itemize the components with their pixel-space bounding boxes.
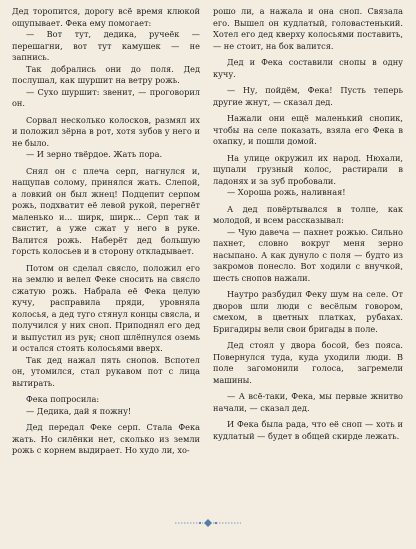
paragraph: На улице окружил их народ. Нюхали, щупали грузный колос, растирали в ладонях и за зуб пробовали. <box>213 152 403 186</box>
paragraph: Потом он сделал свясло, положил его на землю и велел Феке сносить на свясло сжатую рожь. Набрала её Фека целую кучу, расправила пряди, уровняла колосья, а дед туго стянул концы свясла, и получился у них сноп. Приподнял его дед и выпустил из рук; сноп шлёпнулся оземь и остался стоять колосьями вверх. <box>12 262 200 353</box>
ornament-divider <box>173 518 243 528</box>
right-column <box>213 6 403 442</box>
paragraph: — Ну, пойдём, Фека! Пусть теперь другие жнут, — сказал дед. <box>213 85 403 107</box>
paragraph: Дед передал Феке серп. Стала Фека жать. Но силёнки нет, сколько из земли рожь с корнем выдирает. Но худо ли, хо- <box>12 422 200 455</box>
paragraph: — Вот тут, дедика, ручеёк — перешагни, вот тут камушек — не запнись. <box>12 29 200 62</box>
paragraph: Наутро разбудил Феку шум на селе. От дворов шли люди с весёлым говором, смехом, в цветных платках, рубахах. Бригадиры вели свои бригады в поле. <box>213 289 403 334</box>
paragraph: А дед повёртывался в толпе, как молодой, и всем рассказывал: <box>213 203 403 225</box>
paragraph: Нажали они ещё маленький снопик, чтобы на селе показать, взяла его Фека в охапку, и пошли домой. <box>213 113 403 146</box>
paragraph: И Фека была рада, что её сноп — хоть и кудлатый — будет в общей скирде лежать. <box>213 419 403 441</box>
left-column <box>12 6 200 457</box>
paragraph: — Хороша рожь, наливная! <box>227 187 346 197</box>
paragraph: рошо ли, а нажала и она сноп. Связала его. Вышел он кудлатый, головастенький. Хотел его дед кверху колосьями поставить,— не стоит, на бок валится. <box>213 6 403 51</box>
paragraph: Дед торопится, дорогу всё время клюкой ощупывает. Фека ему помогает: <box>12 6 200 28</box>
paragraph: Фека попросила: <box>26 394 100 404</box>
paragraph: — Чую давеча — пахнет рожью. Сильно пахнет, словно вокруг меня зерно насыпано. А как дунуло с поля — будто из закромов понесло. Вот ходили с внучкой, шесть снопов нажали. <box>213 226 403 283</box>
paragraph: Так дед нажал пять снопов. Вспотел он, утомился, стал рукавом пот с лица вытирать. <box>12 354 200 388</box>
paragraph: — И зерно твёрдое. Жать пора. <box>26 149 163 159</box>
paragraph: Дед и Фека составили снопы в одну кучу. <box>213 57 403 79</box>
paragraph: — Дедика, дай я пожну! <box>26 405 132 416</box>
paragraph: Сорвал несколько колосков, размял их и положил зёрна в рот, хотя зубов у него и не было. <box>12 114 200 148</box>
paragraph: Дед стоял у двора босой, без пояса. Повернулся туда, куда уходили люди. В поле загомонили голоса, загремели машины. <box>213 340 403 385</box>
paragraph: — А всё-таки, Фека, мы первые жнитво начали, — сказал дед. <box>213 391 403 413</box>
paragraph: Снял он с плеча серп, нагнулся и, нащупав солому, принялся жать. Слепой, а ловкий он был жнец! Подцепит серпом рожь, подхватит её левой рукой, перегнёт маленько и... ширк, ширк... Серп так и свистит, а уже сжат у него в руке. Валится рожь. Наберёт дед большую горсть колосьев и в сторону откладывает. <box>12 165 200 256</box>
ornament-icon <box>173 518 243 528</box>
paragraph: — Сухо шуршит: звенит, — проговорил он. <box>12 86 200 108</box>
paragraph: Так добрались они до поля. Дед послушал, как шуршит на ветру рожь. <box>12 63 200 85</box>
